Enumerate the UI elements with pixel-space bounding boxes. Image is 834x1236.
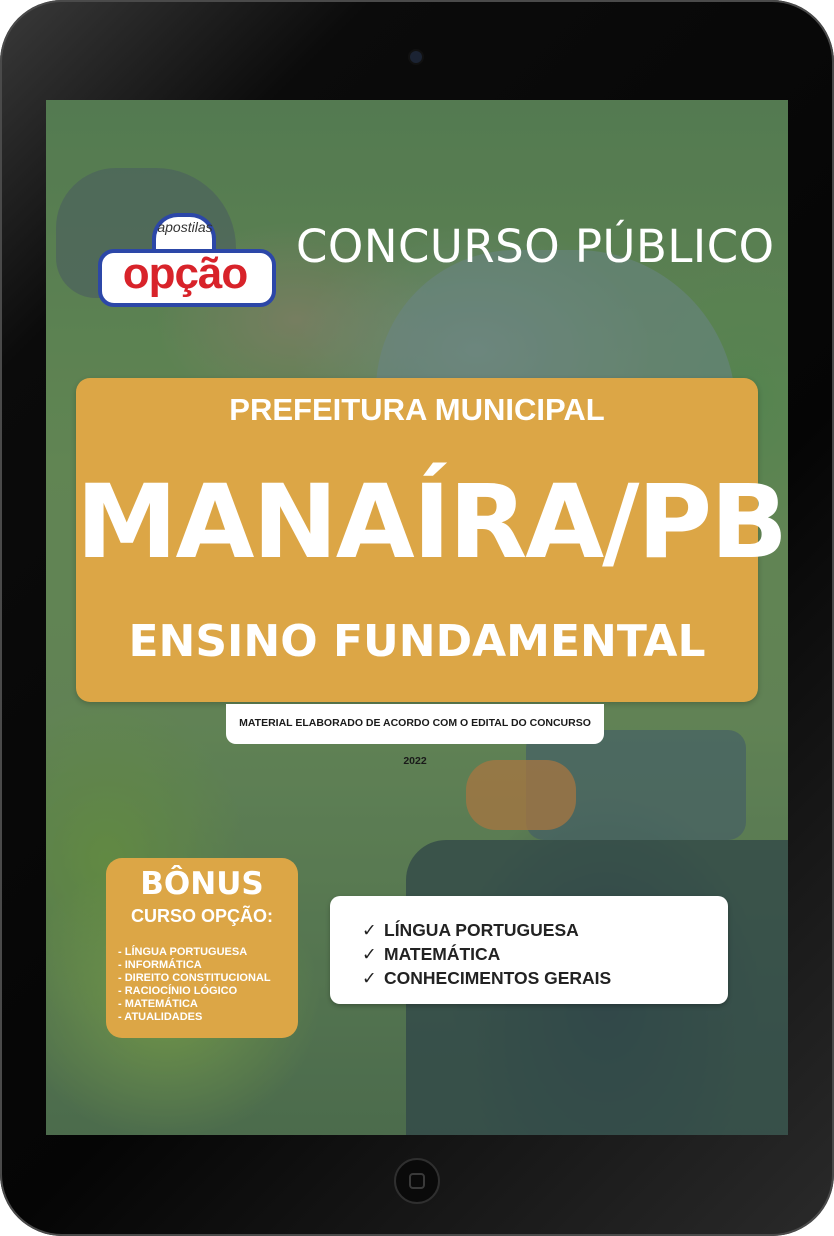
home-button[interactable]	[394, 1158, 440, 1204]
subject-label: MATEMÁTICA	[384, 944, 501, 964]
camera-icon	[410, 51, 422, 63]
bonus-panel	[106, 858, 298, 1038]
bonus-subtitle: CURSO OPÇÃO:	[130, 906, 273, 926]
education-level: ENSINO FUNDAMENTAL	[128, 616, 706, 667]
bonus-item: - DIREITO CONSTITUCIONAL	[118, 972, 271, 984]
check-icon: ✓	[362, 944, 377, 964]
city-title: MANAÍRA/PB	[76, 463, 786, 582]
brand-logo	[90, 205, 280, 315]
bonus-item: - INFORMÁTICA	[118, 959, 202, 971]
subject-item	[362, 942, 611, 966]
home-square-icon	[409, 1173, 425, 1189]
bonus-item: - MATEMÁTICA	[118, 998, 198, 1010]
subject-label: CONHECIMENTOS GERAIS	[384, 968, 612, 988]
subjects-list	[362, 918, 611, 990]
subjects-panel	[330, 896, 728, 1004]
logo-small-text: apostilas	[157, 219, 213, 235]
bonus-item: - ATUALIDADES	[118, 1011, 203, 1023]
check-icon: ✓	[362, 968, 377, 988]
book-cover	[46, 100, 788, 1135]
edital-note: MATERIAL ELABORADO DE ACORDO COM O EDITAL DO CONCURSO 2022	[226, 704, 604, 744]
subject-label: LÍNGUA PORTUGUESA	[384, 920, 579, 940]
title-panel	[76, 378, 786, 702]
check-icon: ✓	[362, 920, 377, 940]
bonus-title: BÔNUS	[140, 866, 264, 902]
logo-main-text: opção	[122, 249, 248, 298]
bonus-list	[118, 946, 298, 1024]
header-title: CONCURSO PÚBLICO	[296, 220, 775, 273]
bonus-item: - LÍNGUA PORTUGUESA	[118, 946, 248, 958]
subject-item	[362, 966, 611, 990]
bonus-item: - RACIOCÍNIO LÓGICO	[118, 985, 238, 997]
subtitle: PREFEITURA MUNICIPAL	[229, 392, 605, 427]
subject-item	[362, 918, 611, 942]
